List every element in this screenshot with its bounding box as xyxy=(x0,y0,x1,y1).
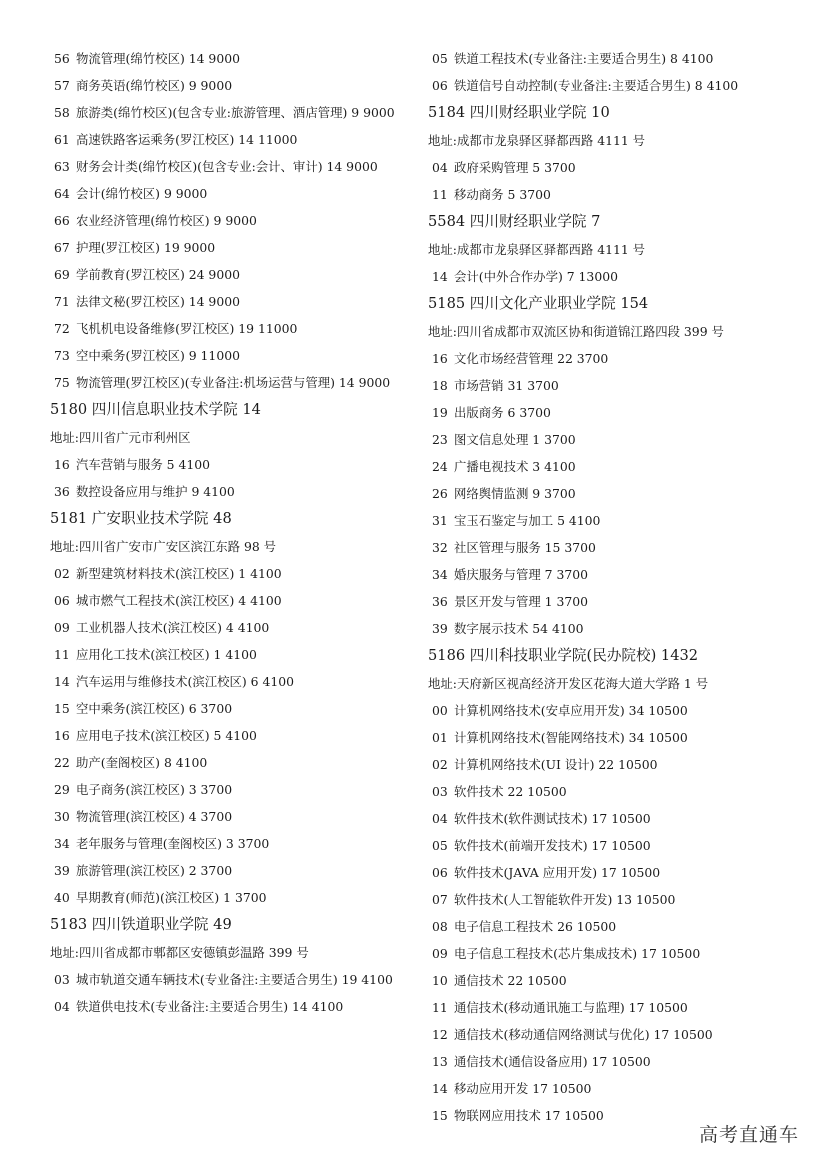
school-heading: 5185 四川文化产业职业学院 154 xyxy=(428,295,649,312)
program-text: 财务会计类(绵竹校区)(包含专业:会计、审计) 14 9000 xyxy=(76,159,378,174)
program-entry xyxy=(50,695,402,722)
program-entry xyxy=(428,615,780,642)
program-code: 67 xyxy=(54,240,70,255)
program-text: 物流管理(罗江校区)(专业备注:机场运营与管理) 14 9000 xyxy=(76,375,391,390)
program-code: 69 xyxy=(54,267,70,282)
program-code: 04 xyxy=(54,999,70,1014)
program-text: 飞机机电设备维修(罗江校区) 19 11000 xyxy=(76,321,298,336)
program-text: 宝玉石鉴定与加工 5 4100 xyxy=(454,513,601,528)
school-address: 地址:成都市龙泉驿区驿都西路 4111 号 xyxy=(428,133,646,148)
program-entry xyxy=(50,126,402,153)
program-entry xyxy=(50,180,402,207)
program-text: 图文信息处理 1 3700 xyxy=(454,432,576,447)
program-entry xyxy=(50,478,402,505)
program-code: 09 xyxy=(54,620,70,635)
program-entry xyxy=(50,857,402,884)
program-text: 应用化工技术(滨江校区) 1 4100 xyxy=(76,647,257,662)
program-code: 36 xyxy=(54,484,70,499)
school-heading: 5584 四川财经职业学院 7 xyxy=(428,213,601,230)
program-text: 空中乘务(滨江校区) 6 3700 xyxy=(76,701,233,716)
program-text: 法律文秘(罗江校区) 14 9000 xyxy=(76,294,240,309)
program-text: 城市轨道交通车辆技术(专业备注:主要适合男生) 19 4100 xyxy=(76,972,393,987)
program-code: 04 xyxy=(432,160,448,175)
program-text: 空中乘务(罗江校区) 9 11000 xyxy=(76,348,240,363)
program-text: 软件技术(JAVA 应用开发) 17 10500 xyxy=(454,865,661,880)
program-entry xyxy=(428,886,780,913)
program-entry xyxy=(50,776,402,803)
program-text: 铁道信号自动控制(专业备注:主要适合男生) 8 4100 xyxy=(454,78,739,93)
program-code: 08 xyxy=(432,919,448,934)
program-entry xyxy=(428,426,780,453)
program-text: 早期教育(师范)(滨江校区) 1 3700 xyxy=(76,890,267,905)
program-entry xyxy=(428,45,780,72)
right-column xyxy=(428,45,780,1129)
program-entry xyxy=(50,99,402,126)
program-text: 旅游管理(滨江校区) 2 3700 xyxy=(76,863,233,878)
program-text: 软件技术(前端开发技术) 17 10500 xyxy=(454,838,651,853)
program-entry xyxy=(428,913,780,940)
program-entry xyxy=(50,830,402,857)
program-text: 护理(罗江校区) 19 9000 xyxy=(76,240,216,255)
program-entry xyxy=(428,697,780,724)
program-text: 通信技术 22 10500 xyxy=(454,973,567,988)
program-text: 物流管理(绵竹校区) 14 9000 xyxy=(76,51,240,66)
program-entry xyxy=(50,884,402,911)
program-entry xyxy=(50,288,402,315)
program-entry xyxy=(428,181,780,208)
school-heading: 5186 四川科技职业学院(民办院校) 1432 xyxy=(428,647,699,664)
program-code: 66 xyxy=(54,213,70,228)
school-address: 地址:天府新区视高经济开发区花海大道大学路 1 号 xyxy=(428,676,709,691)
program-code: 32 xyxy=(432,540,448,555)
program-entry xyxy=(50,722,402,749)
program-code: 11 xyxy=(432,187,448,202)
program-entry xyxy=(50,342,402,369)
program-entry xyxy=(50,153,402,180)
program-text: 软件技术(人工智能软件开发) 13 10500 xyxy=(454,892,676,907)
program-code: 18 xyxy=(432,378,448,393)
school-address: 地址:四川省成都市双流区协和街道锦江路四段 399 号 xyxy=(428,324,724,339)
program-text: 城市燃气工程技术(滨江校区) 4 4100 xyxy=(76,593,282,608)
program-code: 56 xyxy=(54,51,70,66)
program-code: 23 xyxy=(432,432,448,447)
program-entry xyxy=(428,1048,780,1075)
program-code: 15 xyxy=(432,1108,448,1123)
program-text: 移动商务 5 3700 xyxy=(454,187,551,202)
program-text: 助产(奎阁校区) 8 4100 xyxy=(76,755,208,770)
program-code: 29 xyxy=(54,782,70,797)
program-code: 06 xyxy=(432,78,448,93)
school-heading: 5184 四川财经职业学院 10 xyxy=(428,104,610,121)
program-code: 34 xyxy=(432,567,448,582)
program-code: 06 xyxy=(54,593,70,608)
program-code: 15 xyxy=(54,701,70,716)
program-entry xyxy=(428,154,780,181)
program-code: 13 xyxy=(432,1054,448,1069)
program-entry xyxy=(50,315,402,342)
program-code: 72 xyxy=(54,321,70,336)
program-text: 数字展示技术 54 4100 xyxy=(454,621,584,636)
school-address: 地址:四川省成都市郫都区安德镇彭温路 399 号 xyxy=(50,945,309,960)
program-entry xyxy=(50,668,402,695)
program-code: 22 xyxy=(54,755,70,770)
program-code: 61 xyxy=(54,132,70,147)
program-text: 汽车运用与维修技术(滨江校区) 6 4100 xyxy=(76,674,295,689)
program-text: 农业经济管理(绵竹校区) 9 9000 xyxy=(76,213,257,228)
program-text: 计算机网络技术(安卓应用开发) 34 10500 xyxy=(454,703,688,718)
program-code: 16 xyxy=(432,351,448,366)
program-entry xyxy=(428,561,780,588)
program-code: 14 xyxy=(432,269,448,284)
program-entry xyxy=(428,994,780,1021)
program-code: 06 xyxy=(432,865,448,880)
program-text: 会计(绵竹校区) 9 9000 xyxy=(76,186,208,201)
school-heading: 5180 四川信息职业技术学院 14 xyxy=(50,401,261,418)
program-text: 电子商务(滨江校区) 3 3700 xyxy=(76,782,233,797)
program-text: 老年服务与管理(奎阁校区) 3 3700 xyxy=(76,836,270,851)
program-entry xyxy=(50,614,402,641)
program-code: 05 xyxy=(432,838,448,853)
program-text: 高速铁路客运乘务(罗江校区) 14 11000 xyxy=(76,132,298,147)
program-code: 39 xyxy=(54,863,70,878)
program-entry xyxy=(428,1075,780,1102)
program-code: 57 xyxy=(54,78,70,93)
program-entry xyxy=(428,751,780,778)
school-address: 地址:四川省广安市广安区滨江东路 98 号 xyxy=(50,539,277,554)
program-entry xyxy=(50,369,402,396)
program-entry xyxy=(428,724,780,751)
program-code: 07 xyxy=(432,892,448,907)
program-entry xyxy=(428,940,780,967)
school-address: 地址:四川省广元市利州区 xyxy=(50,430,191,445)
program-entry xyxy=(50,641,402,668)
school-heading: 5181 广安职业技术学院 48 xyxy=(50,510,232,527)
program-text: 计算机网络技术(UI 设计) 22 10500 xyxy=(454,757,658,772)
program-text: 广播电视技术 3 4100 xyxy=(454,459,576,474)
program-code: 30 xyxy=(54,809,70,824)
program-entry xyxy=(428,72,780,99)
program-text: 汽车营销与服务 5 4100 xyxy=(76,457,211,472)
program-code: 63 xyxy=(54,159,70,174)
program-code: 24 xyxy=(432,459,448,474)
program-code: 09 xyxy=(432,946,448,961)
program-entry xyxy=(50,451,402,478)
program-entry xyxy=(50,803,402,830)
program-text: 会计(中外合作办学) 7 13000 xyxy=(454,269,618,284)
program-entry xyxy=(50,72,402,99)
program-text: 电子信息工程技术(芯片集成技术) 17 10500 xyxy=(454,946,701,961)
program-text: 市场营销 31 3700 xyxy=(454,378,559,393)
program-code: 58 xyxy=(54,105,70,120)
program-text: 物联网应用技术 17 10500 xyxy=(454,1108,604,1123)
program-text: 新型建筑材料技术(滨江校区) 1 4100 xyxy=(76,566,282,581)
program-entry xyxy=(50,560,402,587)
program-entry xyxy=(428,399,780,426)
program-code: 03 xyxy=(54,972,70,987)
program-entry xyxy=(428,859,780,886)
program-entry xyxy=(50,749,402,776)
school-address: 地址:成都市龙泉驿区驿都西路 4111 号 xyxy=(428,242,646,257)
program-code: 10 xyxy=(432,973,448,988)
school-heading: 5183 四川铁道职业学院 49 xyxy=(50,916,232,933)
program-entry xyxy=(428,480,780,507)
program-text: 应用电子技术(滨江校区) 5 4100 xyxy=(76,728,257,743)
program-entry xyxy=(428,588,780,615)
program-text: 软件技术(软件测试技术) 17 10500 xyxy=(454,811,651,826)
program-code: 75 xyxy=(54,375,70,390)
program-entry xyxy=(428,453,780,480)
program-text: 出版商务 6 3700 xyxy=(454,405,551,420)
program-entry xyxy=(428,507,780,534)
program-code: 39 xyxy=(432,621,448,636)
program-text: 通信技术(移动通信网络测试与优化) 17 10500 xyxy=(454,1027,713,1042)
program-entry xyxy=(50,993,402,1020)
program-text: 商务英语(绵竹校区) 9 9000 xyxy=(76,78,233,93)
watermark: 高考直通车 xyxy=(698,1124,799,1146)
program-text: 工业机器人技术(滨江校区) 4 4100 xyxy=(76,620,270,635)
program-code: 04 xyxy=(432,811,448,826)
program-code: 16 xyxy=(54,728,70,743)
program-code: 31 xyxy=(432,513,448,528)
program-code: 03 xyxy=(432,784,448,799)
program-text: 电子信息工程技术 26 10500 xyxy=(454,919,617,934)
program-code: 02 xyxy=(54,566,70,581)
program-code: 01 xyxy=(432,730,448,745)
program-entry xyxy=(428,534,780,561)
program-entry xyxy=(428,778,780,805)
program-code: 14 xyxy=(54,674,70,689)
program-entry xyxy=(428,263,780,290)
program-code: 11 xyxy=(432,1000,448,1015)
program-code: 14 xyxy=(432,1081,448,1096)
program-code: 16 xyxy=(54,457,70,472)
program-entry xyxy=(428,805,780,832)
program-code: 26 xyxy=(432,486,448,501)
program-code: 71 xyxy=(54,294,70,309)
program-text: 铁道供电技术(专业备注:主要适合男生) 14 4100 xyxy=(76,999,344,1014)
program-text: 铁道工程技术(专业备注:主要适合男生) 8 4100 xyxy=(454,51,714,66)
program-text: 政府采购管理 5 3700 xyxy=(454,160,576,175)
program-text: 物流管理(滨江校区) 4 3700 xyxy=(76,809,233,824)
program-text: 移动应用开发 17 10500 xyxy=(454,1081,592,1096)
program-text: 景区开发与管理 1 3700 xyxy=(454,594,589,609)
program-entry xyxy=(428,832,780,859)
program-text: 通信技术(通信设备应用) 17 10500 xyxy=(454,1054,651,1069)
program-code: 11 xyxy=(54,647,70,662)
program-entry xyxy=(50,966,402,993)
program-text: 婚庆服务与管理 7 3700 xyxy=(454,567,589,582)
program-code: 00 xyxy=(432,703,448,718)
program-code: 19 xyxy=(432,405,448,420)
program-entry xyxy=(428,345,780,372)
program-text: 软件技术 22 10500 xyxy=(454,784,567,799)
program-entry xyxy=(50,587,402,614)
program-entry xyxy=(50,207,402,234)
program-code: 40 xyxy=(54,890,70,905)
program-entry xyxy=(50,45,402,72)
program-text: 通信技术(移动通讯施工与监理) 17 10500 xyxy=(454,1000,688,1015)
program-entry xyxy=(50,234,402,261)
program-code: 12 xyxy=(432,1027,448,1042)
program-code: 05 xyxy=(432,51,448,66)
program-text: 计算机网络技术(智能网络技术) 34 10500 xyxy=(454,730,688,745)
program-text: 社区管理与服务 15 3700 xyxy=(454,540,596,555)
program-code: 73 xyxy=(54,348,70,363)
program-text: 网络舆情监测 9 3700 xyxy=(454,486,576,501)
left-column xyxy=(50,45,402,1020)
program-entry xyxy=(428,967,780,994)
program-entry xyxy=(50,261,402,288)
program-code: 36 xyxy=(432,594,448,609)
program-code: 64 xyxy=(54,186,70,201)
program-text: 旅游类(绵竹校区)(包含专业:旅游管理、酒店管理) 9 9000 xyxy=(76,105,395,120)
program-code: 34 xyxy=(54,836,70,851)
program-entry xyxy=(428,1021,780,1048)
program-text: 数控设备应用与维护 9 4100 xyxy=(76,484,235,499)
program-code: 02 xyxy=(432,757,448,772)
program-text: 文化市场经营管理 22 3700 xyxy=(454,351,609,366)
program-text: 学前教育(罗江校区) 24 9000 xyxy=(76,267,240,282)
program-entry xyxy=(428,372,780,399)
